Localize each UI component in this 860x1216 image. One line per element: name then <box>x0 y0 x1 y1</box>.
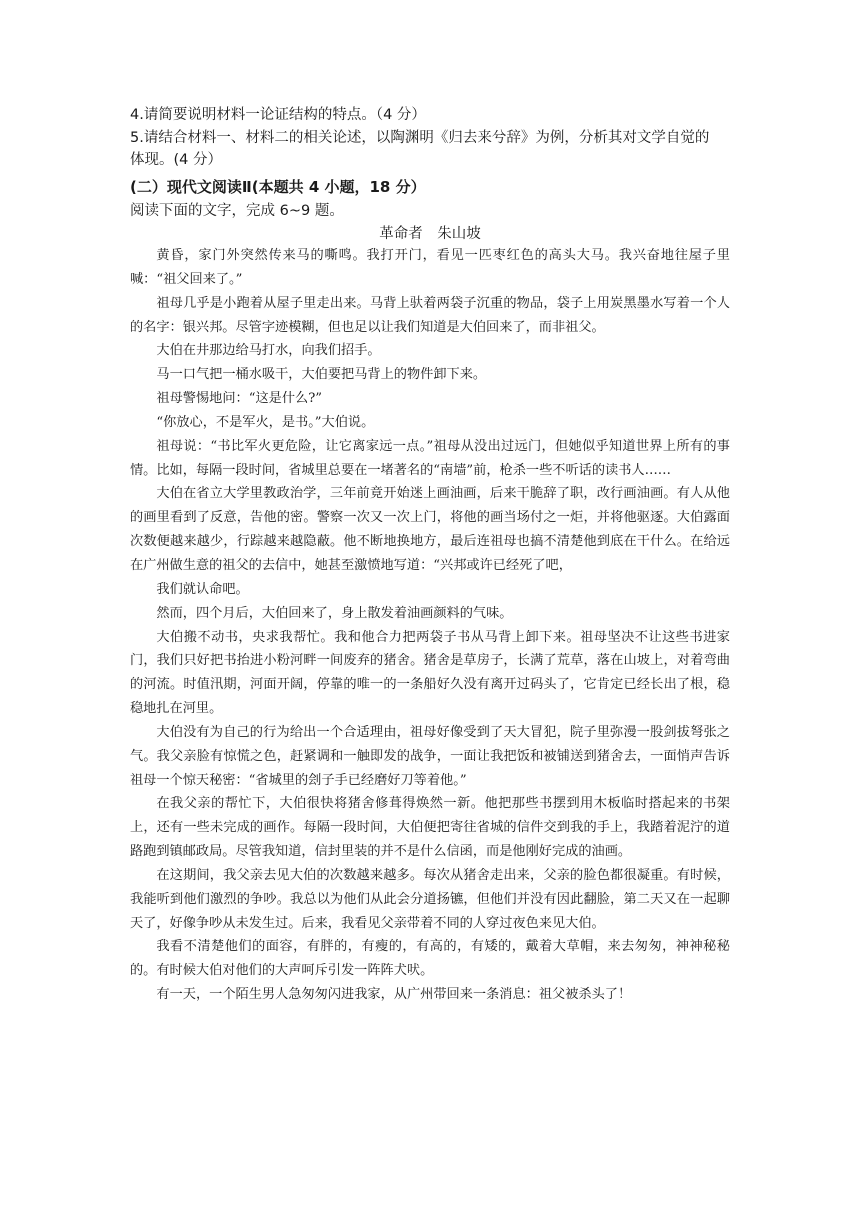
story-title: 革命者 朱山坡 <box>379 226 481 242</box>
story-paragraph: 大伯没有为自己的行为给出一个合适理由，祖母好像受到了天大冒犯，院子里弥漫一股剑拔弩张之气。我父亲脸有惊慌之色，赶紧调和一触即发的战争，一面让我把饭和被铺送到猪舍去，一面悄声告诉祖母一个惊天秘密：“省城里的刽子手已经磨好刀等着他。” <box>130 724 730 788</box>
section-heading: (二）现代文阅读Ⅱ(本题共 4 小题，18 分） <box>130 178 426 196</box>
question-4: 4.请简要说明材料一论证结构的特点。（4 分） <box>130 107 426 123</box>
story-paragraph: 祖母警惕地问：“这是什么?” <box>156 391 323 407</box>
story-paragraph: 大伯搬不动书，央求我帮忙。我和他合力把两袋子书从马背上卸下来。祖母坚决不让这些书进家门，我们只好把书抬进小粉河畔一间废弃的猪舍。猪舍是草房子，长满了荒草，落在山坡上，对着弯曲的河流。时值汛期，河面开阔，停靠的唯一的一条船好久没有离开过码头了，它肯定已经长出了根，稳稳地扎在河里。 <box>130 629 730 717</box>
question-5-line-2: 体现。(4 分） <box>130 152 222 168</box>
story-body <box>130 244 730 1007</box>
story-paragraph: 有一天，一个陌生男人急匆匆闪进我家，从广州带回来一条消息：祖父被杀头了！ <box>156 987 632 1003</box>
story-paragraph: 在我父亲的帮忙下，大伯很快将猪舍修葺得焕然一新。他把那些书摆到用木板临时搭起来的书架上，还有一些未完成的画作。每隔一段时间，大伯便把寄往省城的信件交到我的手上，我踏着泥泞的道路跑到镇邮政局。尽管我知道，信封里装的并不是什么信函，而是他刚好完成的油画。 <box>130 796 730 860</box>
reading-instruction: 阅读下面的文字，完成 6~9 题。 <box>130 203 344 219</box>
story-paragraph: 在这期间，我父亲去见大伯的次数越来越多。每次从猪舍走出来，父亲的脸色都很凝重。有时候，我能听到他们激烈的争吵。我总以为他们从此会分道扬镳，但他们并没有因此翻脸，第二天又在一起聊天了，好像争吵从未发生过。后来，我看见父亲带着不同的人穿过夜色来见大伯。 <box>130 867 730 931</box>
story-paragraph: 祖母几乎是小跑着从屋子里走出来。马背上驮着两袋子沉重的物品，袋子上用炭黑墨水写着一个人的名字：银兴邦。尽管字迹模糊，但也足以让我们知道是大伯回来了，而非祖父。 <box>130 295 730 335</box>
story-paragraph: 祖母说：“书比军火更危险，让它离家远一点。”祖母从没出过远门，但她似乎知道世界上所有的事情。比如，每隔一段时间，省城里总要在一堵著名的“南墙”前，枪杀一些不听话的读书人…… <box>130 438 730 478</box>
story-paragraph: 大伯在井那边给马打水，向我们招手。 <box>156 343 381 359</box>
story-paragraph: 我们就认命吧。 <box>156 581 249 597</box>
story-paragraph: “你放心，不是军火，是书。”大伯说。 <box>156 414 375 430</box>
story-paragraph: 然而，四个月后，大伯回来了，身上散发着油画颜料的气味。 <box>156 605 513 621</box>
story-paragraph: 马一口气把一桶水吸干，大伯要把马背上的物件卸下来。 <box>156 367 487 383</box>
story-paragraph: 大伯在省立大学里教政治学，三年前竟开始迷上画油画，后来干脆辞了职，改行画油画。有人从他的画里看到了反意，告他的密。警察一次又一次上门，将他的画当场付之一炬，并将他驱逐。大伯露面次数便越来越少，行踪越来越隐蔽。他不断地换地方，最后连祖母也搞不清楚他到底在干什么。在给远在广州做生意的祖父的去信中，她甚至激愤地写道：“兴邦或许已经死了吧， <box>130 486 730 573</box>
story-paragraph: 黄昏，家门外突然传来马的嘶鸣。我打开门，看见一匹枣红色的高头大马。我兴奋地往屋子里喊：“祖父回来了。” <box>130 248 730 287</box>
question-5-line-1: 5.请结合材料一、材料二的相关论述，以陶渊明《归去来兮辞》为例，分析其对文学自觉的 <box>130 130 710 146</box>
story-paragraph: 我看不清楚他们的面容，有胖的，有瘦的，有高的，有矮的，戴着大草帽，来去匆匆，神神秘秘的。有时候大伯对他们的大声呵斥引发一阵阵犬吠。 <box>130 939 730 979</box>
